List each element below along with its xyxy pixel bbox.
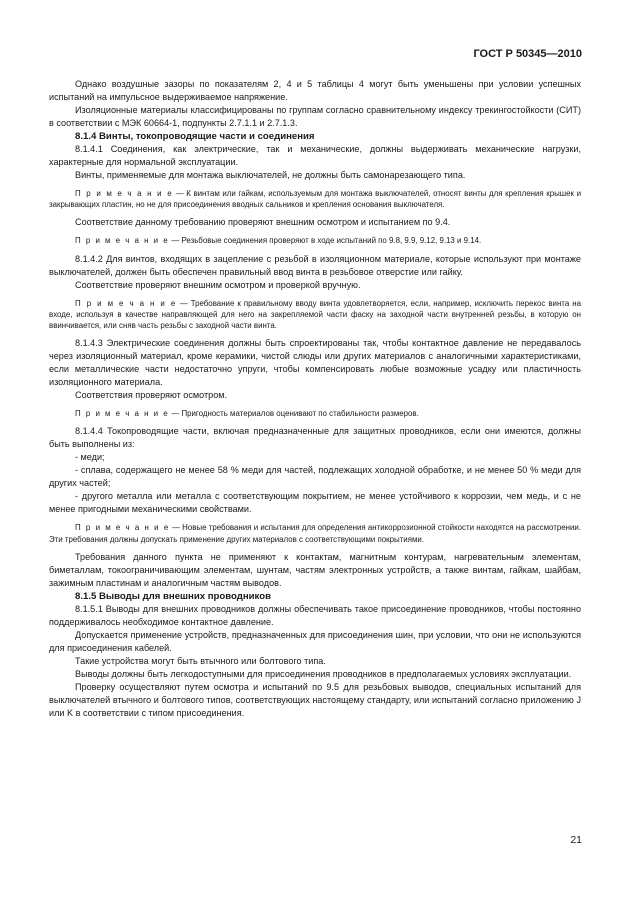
note-screw-entry [49,298,581,332]
note-label: П р и м е ч а н и е [75,409,170,419]
paragraph-8-1-4-4: 8.1.4.4 Токопроводящие части, включая предназначенные для защитных проводников, если они имеются, должны быть выполнены из: [49,426,581,450]
page-number: 21 [570,834,582,846]
note-corrosion [49,522,581,544]
paragraph-check-9-4: Соответствие данному требованию проверяют внешним осмотром и испытанием по 9.4. [75,217,451,228]
paragraph-8-1-5-1: 8.1.5.1 Выводы для внешних проводников должны обеспечивать такое присоединение проводников, чтобы постоянно поддерживалось необходимое контактное давление. [49,603,581,627]
paragraph-check-manual: Соответствие проверяют внешним осмотром и проверкой вручную. [75,279,361,290]
paragraph-8-1-4-1: 8.1.4.1 Соединения, как электрические, так и механические, должны выдерживать механические нагрузки, характерные для нормальной эксплуатации. [49,144,581,167]
paragraph-check-terminals: Проверку осуществляют путем осмотра и испытаний по 9.5 для резьбовых выводов, специальных испытаний для выключателей втычного и болтового типов, соответствующих настоящему стандарту, или испытаний согласно приложению J или K в соответствии с типом присоединения. [49,681,581,718]
note-label: П р и м е ч а н и е [75,236,170,246]
paragraph-busbars: Допускается применение устройств, предназначенных для присоединения шин, при условии, что они не используются для присоединения кабелей. [49,629,581,653]
list-item-alloy: - сплава, содержащего не менее 58 % меди для частей, подлежащих холодной обработке, и не менее 50 % меди для других частей; [49,465,581,489]
note-text: — Требование к правильному вводу винта удовлетворяется, если, например, исключить перекос винта на входе, используя в качестве направляющей для него на закрепляемой части фаску на заходной части внутренней резьбы, в которую он ввинчивается, или сняв часть резьбы с заходной части винта. [49,298,582,331]
note-materials [49,408,581,419]
note-text: — Новые требования и испытания для определения антикоррозионной стойкости находятся на рассмотрении. Эти требования должны допускать применение других материалов с соответствующими покрытиями. [49,523,581,544]
paragraph-check-inspection: Соответствия проверяют осмотром. [75,390,228,401]
list-item-other-metal: - другого металла или металла с соответствующим покрытием, не менее устойчивого к коррозии, чем медь, и с не менее пригодными механическими свойствами. [49,491,581,515]
note-text: — К винтам или гайкам, используемым для монтажа выключателей, относят винты для крепления крышек и закрывающих пластин, но не для присоединения вводных сальников и крепления основания выключателя. [49,189,581,210]
paragraph-8-1-4-2: 8.1.4.2 Для винтов, входящих в зацепление с резьбой в изоляционном материале, которые используют при монтаже выключателей, должен быть обеспечен правильный ввод винта в резьбовое отверстие или гайку. [49,253,581,277]
note-label: П р и м е ч а н и е [75,298,177,308]
page-body [49,78,581,720]
paragraph-air-gaps: Однако воздушные зазоры по показателям 2, 4 и 5 таблицы 4 могут быть уменьшены при условии успешных испытаний на импульсное выдерживаемое напряжение. [49,79,581,102]
paragraph-8-1-4-3: 8.1.4.3 Электрические соединения должны быть спроектированы так, чтобы контактное давление не передавалось через изоляционный материал, кроме керамики, чистой слюды или других материалов с аналогичными характеристиками, если металлические части недостаточно упруги, чтобы компенсировать любые возможные усадку или пластичность изоляционного материала. [49,338,581,388]
note-screws [49,188,581,210]
paragraph-exclusions: Требования данного пункта не применяют к контактам, магнитным контурам, нагревательным элементам, биметаллам, токоограничивающим элементам, шунтам, частям электронных устройств, а также винтам, гайкам, шайбам, зажимным пластинам и аналогичным частям выводов. [49,551,581,588]
note-text: — Резьбовые соединения проверяют в ходе испытаний по 9.8, 9.9, 9.12, 9.13 и 9.14. [169,236,482,246]
section-heading-8-1-5: 8.1.5 Выводы для внешних проводников [75,590,271,602]
note-text: — Пригодность материалов оценивают по стабильности размеров. [169,409,419,419]
note-threaded [49,235,581,246]
note-label: П р и м е ч а н и е [75,189,174,198]
paragraph-device-types: Такие устройства могут быть втычного или болтового типа. [75,655,326,666]
note-label: П р и м е ч а н и е [75,523,170,533]
section-heading-8-1-4: 8.1.4 Винты, токопроводящие части и соединения [75,131,315,142]
paragraph-screws: Винты, применяемые для монтажа выключателей, не должны быть самонарезающего типа. [75,170,466,180]
list-item-copper: - меди; [75,452,105,463]
paragraph-insulation: Изоляционные материалы классифицированы по группам согласно сравнительному индексу трекингостойкости (СИТ) в соответствии с МЭК 60664-1, подпункты 2.7.1.1 и 2.7.1.3. [49,105,581,128]
paragraph-accessibility: Выводы должны быть легкодоступными для присоединения проводников в предполагаемых условиях эксплуатации. [75,668,572,679]
document-header: ГОСТ Р 50345—2010 [473,48,582,60]
